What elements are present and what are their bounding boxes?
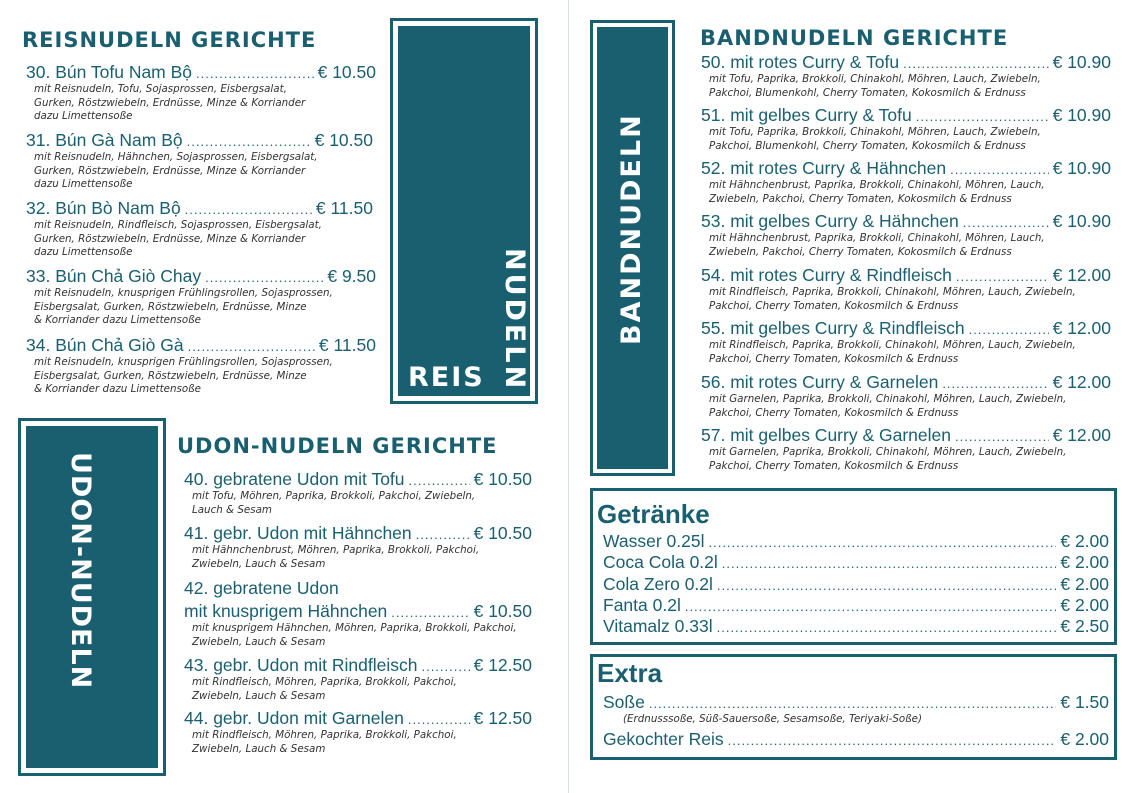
item-price: € 10.50 — [473, 523, 532, 543]
item-name-line1: 42. gebratene Udon — [184, 578, 339, 598]
item-name: Gekochter Reis — [603, 729, 724, 749]
drink-item — [603, 595, 1109, 616]
item-desc-line: & Korriander dazu Limettensoße — [34, 383, 201, 395]
reisnudeln-banner-text-nudeln: NUDELN — [499, 248, 530, 392]
item-name: 56. mit rotes Curry & Garnelen — [701, 372, 939, 392]
item-desc-line: Zwiebeln, Lauch & Sesam — [192, 635, 326, 648]
extra-item — [603, 692, 1109, 727]
item-name: Wasser 0.25l — [603, 531, 705, 551]
udon-section-title: UDON-NUDELN GERICHTE — [177, 434, 498, 458]
item-name: 55. mit gelbes Curry & Rindfleisch — [701, 318, 965, 338]
item-name: 52. mit rotes Curry & Hähnchen — [701, 158, 947, 178]
item-price: € 10.50 — [314, 130, 373, 150]
item-name: 43. gebr. Udon mit Rindfleisch — [184, 655, 418, 675]
item-name: 31. Bún Gà Nam Bộ — [26, 130, 183, 150]
drink-item — [603, 574, 1109, 595]
item-name: 32. Bún Bò Nam Bộ — [26, 198, 181, 218]
item-price: € 12.50 — [473, 708, 532, 728]
item-desc-line: mit Hähnchenbrust, Paprika, Brokkoli, Chinakohl, Möhren, Lauch, — [709, 179, 1045, 191]
item-name: 50. mit rotes Curry & Tofu — [701, 52, 900, 72]
item-price: € 12.50 — [473, 655, 532, 675]
item-desc-line: Eisbergsalat, Gurken, Röstzwiebeln, Erdnüsse, Minze — [34, 300, 307, 313]
item-desc-line: mit Reisnudeln, Hähnchen, Sojasprossen, Eisbergsalat, — [34, 151, 318, 163]
item-name: Coca Cola 0.2l — [603, 552, 718, 572]
item-price: € 10.50 — [317, 62, 376, 82]
drink-item — [603, 616, 1109, 637]
item-price: € 12.00 — [1052, 425, 1111, 445]
item-desc-line: Pakchoi, Blumenkohl, Cherry Tomaten, Kokosmilch & Erdnuss — [709, 86, 1026, 99]
item-desc-line: mit Rindfleisch, Paprika, Brokkoli, Chinakohl, Möhren, Lauch, Zwiebeln, — [709, 339, 1076, 351]
menu-item-54 — [701, 265, 1111, 313]
item-desc-line: mit Rindfleisch, Möhren, Paprika, Brokkoli, Pakchoi, — [192, 676, 457, 688]
item-desc-line: Zwiebeln, Lauch & Sesam — [192, 689, 326, 702]
item-name: 51. mit gelbes Curry & Tofu — [701, 105, 912, 125]
item-price: € 10.90 — [1052, 211, 1111, 231]
item-desc-line: mit Rindfleisch, Paprika, Brokkoli, Chinakohl, Möhren, Lauch, Zwiebeln, — [709, 286, 1076, 298]
menu-item-57 — [701, 425, 1111, 473]
item-desc-line: Pakchoi, Cherry Tomaten, Kokosmilch & Erdnuss — [709, 459, 959, 472]
reisnudeln-banner-text-reis: REIS — [408, 362, 485, 393]
item-desc-line: mit Tofu, Möhren, Paprika, Brokkoli, Pakchoi, Zwiebeln, — [192, 490, 476, 502]
item-desc-line: mit Hähnchenbrust, Paprika, Brokkoli, Chinakohl, Möhren, Lauch, — [709, 232, 1045, 244]
item-price: € 12.00 — [1052, 372, 1111, 392]
item-price: € 2.00 — [1060, 595, 1109, 615]
item-desc-line: Pakchoi, Cherry Tomaten, Kokosmilch & Erdnuss — [709, 352, 959, 365]
item-desc-line: mit Tofu, Paprika, Brokkoli, Chinakohl, Möhren, Lauch, Zwiebeln, — [709, 73, 1041, 85]
item-name: 41. gebr. Udon mit Hähnchen — [184, 523, 412, 543]
item-price: € 2.50 — [1060, 616, 1109, 636]
item-desc-line: mit Reisnudeln, Rindfleisch, Sojasprossen, Eisbergsalat, — [34, 219, 322, 231]
item-desc-line: Zwiebeln, Pakchoi, Cherry Tomaten, Kokosmilch & Erdnuss — [709, 192, 1012, 205]
bandnudeln-banner-text: BANDNUDELN — [616, 113, 647, 345]
item-desc-line: Pakchoi, Cherry Tomaten, Kokosmilch & Erdnuss — [709, 299, 959, 312]
item-name: Soße — [603, 692, 645, 712]
menu-item-31 — [26, 130, 373, 192]
menu-item-51 — [701, 105, 1111, 153]
item-price: € 1.50 — [1060, 692, 1109, 712]
item-name: 40. gebratene Udon mit Tofu — [184, 469, 405, 489]
item-name: 53. mit gelbes Curry & Hähnchen — [701, 211, 959, 231]
item-desc-line: Pakchoi, Cherry Tomaten, Kokosmilch & Erdnuss — [709, 406, 959, 419]
item-desc-line: Eisbergsalat, Gurken, Röstzwiebeln, Erdnüsse, Minze — [34, 369, 307, 382]
menu-item-41 — [184, 523, 532, 571]
item-desc-line: Gurken, Röstzwiebeln, Erdnüsse, Minze & Korriander — [34, 232, 306, 245]
item-price: € 10.50 — [473, 601, 532, 621]
item-name: Vitamalz 0.33l — [603, 616, 713, 636]
item-price: € 11.50 — [315, 198, 373, 218]
menu-item-33 — [26, 266, 376, 328]
menu-item-30 — [26, 62, 376, 124]
item-desc-line: dazu Limettensoße — [34, 110, 133, 122]
item-price: € 10.90 — [1052, 158, 1111, 178]
menu-item-56 — [701, 372, 1111, 420]
item-desc-line: Gurken, Röstzwiebeln, Erdnüsse, Minze & Korriander — [34, 96, 306, 109]
item-price: € 10.50 — [473, 469, 532, 489]
item-desc-line: mit Reisnudeln, knusprigen Frühlingsrollen, Sojasprossen, — [34, 356, 333, 368]
item-price: € 2.00 — [1060, 531, 1109, 551]
menu-item-44 — [184, 708, 532, 756]
item-desc-line: dazu Limettensoße — [34, 246, 133, 258]
item-desc-line: (Erdnusssoße, Süß-Sauersoße, Sesamsoße, Teriyaki-Soße) — [623, 713, 923, 725]
item-name: 33. Bún Chả Giò Chay — [26, 266, 202, 286]
item-name: 44. gebr. Udon mit Garnelen — [184, 708, 404, 728]
item-desc-line: mit knusprigem Hähnchen, Möhren, Paprika, Brokkoli, Pakchoi, — [192, 622, 517, 634]
menu-item-55 — [701, 318, 1111, 366]
item-desc-line: & Korriander dazu Limettensoße — [34, 314, 201, 326]
item-desc-line: Lauch & Sesam — [192, 503, 272, 516]
item-desc-line: mit Reisnudeln, Tofu, Sojasprossen, Eisbergsalat, — [34, 83, 287, 95]
extra-title: Extra — [597, 658, 663, 688]
item-price: € 12.00 — [1052, 265, 1111, 285]
getraenke-title: Getränke — [597, 499, 710, 529]
item-desc-line: mit Tofu, Paprika, Brokkoli, Chinakohl, Möhren, Lauch, Zwiebeln, — [709, 126, 1041, 138]
item-price: € 10.90 — [1052, 105, 1111, 125]
reisnudeln-section-title: REISNUDELN GERICHTE — [22, 28, 317, 52]
item-name: 30. Bún Tofu Nam Bộ — [26, 62, 193, 82]
item-desc-line: mit Rindfleisch, Möhren, Paprika, Brokkoli, Pakchoi, — [192, 729, 457, 741]
item-price: € 2.00 — [1060, 729, 1109, 749]
drink-item — [603, 531, 1109, 552]
extra-item — [603, 729, 1109, 750]
item-price: € 2.00 — [1060, 552, 1109, 572]
item-desc-line: mit Garnelen, Paprika, Brokkoli, Chinakohl, Möhren, Lauch, Zwiebeln, — [709, 446, 1067, 458]
item-name: Fanta 0.2l — [603, 595, 681, 615]
page-fold-divider — [568, 0, 569, 793]
item-name: 57. mit gelbes Curry & Garnelen — [701, 425, 951, 445]
item-price: € 10.90 — [1052, 52, 1111, 72]
bandnudeln-section-title: BANDNUDELN GERICHTE — [700, 26, 1009, 50]
menu-item-50 — [701, 52, 1111, 100]
item-price: € 9.50 — [327, 266, 376, 286]
item-name: 54. mit rotes Curry & Rindfleisch — [701, 265, 952, 285]
item-desc-line: Gurken, Röstzwiebeln, Erdnüsse, Minze & Korriander — [34, 164, 306, 177]
menu-item-53 — [701, 211, 1111, 259]
item-desc-line: mit Hähnchenbrust, Möhren, Paprika, Brokkoli, Pakchoi, — [192, 544, 480, 556]
item-desc-line: Zwiebeln, Pakchoi, Cherry Tomaten, Kokosmilch & Erdnuss — [709, 245, 1012, 258]
item-name: mit knusprigem Hähnchen — [184, 601, 388, 621]
item-price: € 2.00 — [1060, 574, 1109, 594]
item-name: Cola Zero 0.2l — [603, 574, 713, 594]
item-name: 34. Bún Chả Giò Gà — [26, 335, 184, 355]
udon-banner-text: UDON-NUDELN — [65, 452, 96, 690]
item-desc-line: dazu Limettensoße — [34, 178, 133, 190]
menu-item-32 — [26, 198, 373, 260]
item-desc-line: mit Garnelen, Paprika, Brokkoli, Chinakohl, Möhren, Lauch, Zwiebeln, — [709, 393, 1067, 405]
item-desc-line: Zwiebeln, Lauch & Sesam — [192, 557, 326, 570]
item-desc-line: mit Reisnudeln, knusprigen Frühlingsrollen, Sojasprossen, — [34, 287, 333, 299]
item-price: € 12.00 — [1052, 318, 1111, 338]
menu-item-40 — [184, 469, 532, 517]
drink-item — [603, 552, 1109, 573]
item-price: € 11.50 — [318, 335, 376, 355]
menu-item-52 — [701, 158, 1111, 206]
item-desc-line: Pakchoi, Blumenkohl, Cherry Tomaten, Kokosmilch & Erdnuss — [709, 139, 1026, 152]
item-desc-line: Zwiebeln, Lauch & Sesam — [192, 742, 326, 755]
menu-item-42 — [184, 578, 532, 649]
menu-item-34 — [26, 335, 376, 397]
menu-item-43 — [184, 655, 532, 703]
